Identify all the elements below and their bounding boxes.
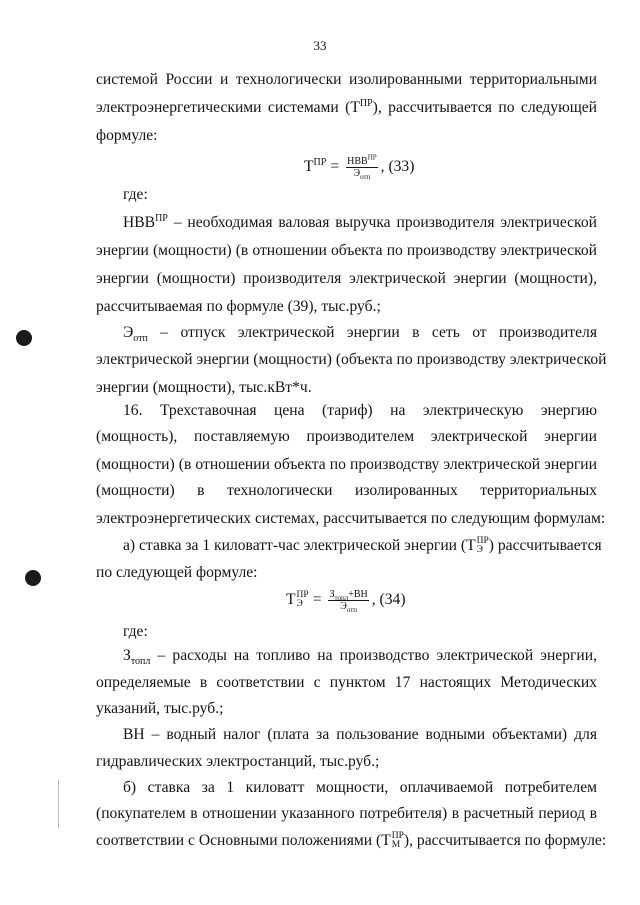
text-line: где:: [123, 623, 148, 640]
text-line: по следующей формуле:: [96, 564, 258, 581]
formula-33-fraction: $\frac{НВВ^{ПР}}{Э_{отп}}$: [347, 153, 377, 181]
text-line: б) ставка за 1 киловатт мощности, оплачиваемой потребителем: [123, 779, 597, 796]
text-line: системой России и технологически изолированными территориальными: [96, 71, 597, 88]
text-line: (покупателем в отношении указанного потребителя) в расчетный период в: [96, 805, 597, 822]
text-line: (мощность), поставляемую производителем электрической энергии: [96, 428, 597, 445]
text-line: (мощности) в технологически изолированных территориальных: [96, 482, 597, 499]
text-line: указаний, тыс.руб.;: [96, 700, 224, 717]
text-line: (мощности) (в отношении объекта по производству электрической энергии: [96, 456, 597, 473]
text-line: ВН – водный налог (плата за пользование водными объектами) для: [123, 726, 597, 743]
text-line: определяемые в соответствии с пунктом 17 настоящих Методических: [96, 674, 597, 691]
text-line: а) ставка за 1 киловатт-час электрической энергии (Т ПР Э ) рассчитывается: [123, 536, 602, 556]
punch-hole-top: [16, 330, 32, 346]
text-line: формуле:: [96, 127, 158, 144]
punch-hole-bottom: [25, 570, 41, 586]
text-line: где:: [123, 186, 148, 203]
text-line: электроэнергетических системах, рассчитывается по следующим формулам:: [96, 510, 606, 527]
text-line: энергии (мощности), тыс.кВт*ч.: [96, 379, 312, 396]
text-line: энергии (мощности) производителя электрической энергии (мощности),: [96, 270, 597, 287]
page-number: 33: [313, 38, 327, 53]
text-line: рассчитываемая по формуле (39), тыс.руб.;: [96, 298, 381, 315]
text-line: $НВВ^{ПР}$ – необходимая валовая выручка производителя электрической: [123, 212, 597, 231]
text-line: $З_{топл}$ – расходы на топливо на производство электрической энергии,: [123, 647, 597, 668]
formula-34-fraction: $\frac{З_{топл}+ВН}{Э_{отп}}$: [329, 588, 368, 614]
text-line: электрической энергии (мощности) (объекта по производству электрической: [96, 351, 607, 368]
formula-33: $Т^{ПР}$ = $\frac{НВВ^{ПР}}{Э_{отп}}$ , (33): [304, 153, 415, 181]
text-line: энергии (мощности) (в отношении объекта по производству электрической: [96, 242, 597, 259]
text-line: соответствии с Основными положениями (Т ПР М ), рассчитывается по формуле:: [96, 831, 607, 851]
margin-mark: [58, 780, 59, 828]
text-line: электроэнергетическими системами $(Т^{ПР})$, рассчитывается по следующей: [96, 97, 598, 116]
text-line: $Э_{отп}$ – отпуск электрической энергии в сеть от производителя: [123, 324, 597, 345]
text-line: гидравлических электростанций, тыс.руб.;: [96, 753, 380, 770]
formula-34: Т ПР Э = $\frac{З_{топл}+ВН}{Э_{отп}}$ , (34): [286, 588, 406, 614]
text-line: 16. Трехставочная цена (тариф) на электрическую энергию: [123, 402, 597, 419]
